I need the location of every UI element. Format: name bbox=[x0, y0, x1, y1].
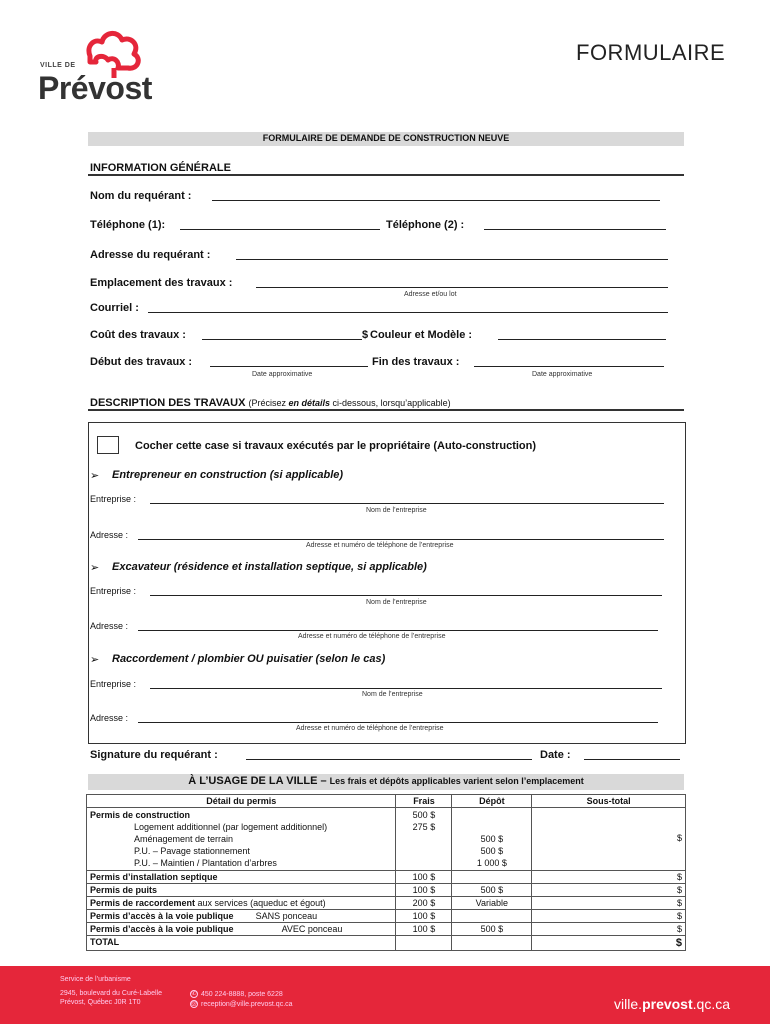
section2-title: Excavateur (résidence et installation septique, si applicable) bbox=[112, 561, 427, 573]
section1-adresse-label: Adresse : bbox=[90, 530, 129, 540]
construction-sous: $ bbox=[676, 833, 682, 843]
section3-adresse-label: Adresse : bbox=[90, 713, 129, 723]
email-icon: @ bbox=[191, 1001, 198, 1007]
section2-adresse-label: Adresse : bbox=[90, 621, 129, 631]
row-label: Permis d’accès à la voie publique bbox=[90, 911, 234, 921]
section2-entreprise-label: Entreprise : bbox=[90, 586, 137, 596]
section2-adr-hint: Adresse et numéro de téléphone de l’entreprise bbox=[298, 633, 446, 640]
table-row bbox=[87, 871, 686, 884]
section2-nom-hint: Nom de l’entreprise bbox=[366, 599, 427, 606]
section1-nom-hint: Nom de l’entreprise bbox=[366, 507, 427, 514]
row-frais: 100 $ bbox=[396, 884, 452, 897]
construction-item: P.U. – Pavage stationnement bbox=[134, 846, 250, 856]
table-row bbox=[87, 923, 686, 936]
signature-label: Signature du requérant : bbox=[90, 749, 218, 761]
section3-arrow-icon: ➢ bbox=[90, 654, 100, 666]
debut-label: Début des travaux : bbox=[90, 356, 193, 368]
site-part-b: prevost bbox=[642, 996, 693, 1012]
footer-addr1: 2945, boulevard du Curé-Labelle bbox=[60, 990, 162, 997]
row-sous: $ bbox=[532, 897, 686, 910]
usage-title: À L’USAGE DE LA VILLE – bbox=[188, 775, 327, 787]
row-sous: $ bbox=[532, 910, 686, 923]
fin-field[interactable] bbox=[474, 366, 664, 367]
footer-website-link[interactable] bbox=[614, 996, 730, 1012]
auto-construction-checkbox[interactable] bbox=[97, 436, 119, 454]
row-extra: SANS ponceau bbox=[255, 911, 318, 921]
construction-item: P.U. – Maintien / Plantation d’arbres bbox=[134, 858, 277, 868]
auto-construction-label: Cocher cette case si travaux exécutés par le propriétaire (Auto-construction) bbox=[135, 440, 537, 452]
row-frais: 100 $ bbox=[396, 923, 452, 936]
tel2-field[interactable] bbox=[484, 229, 666, 230]
page-title: FORMULAIRE bbox=[576, 40, 726, 65]
description-note-em: en détails bbox=[288, 398, 331, 408]
emplacement-label: Emplacement des travaux : bbox=[90, 277, 233, 289]
row-depot: Variable bbox=[452, 897, 532, 910]
row-depot bbox=[452, 910, 532, 923]
footer-addr2: Prévost, Québec J0R 1T0 bbox=[60, 999, 141, 1006]
nom-label: Nom du requérant : bbox=[90, 190, 192, 202]
row-sous: $ bbox=[532, 923, 686, 936]
logo-city-name: Prévost bbox=[38, 70, 152, 106]
signature-field[interactable] bbox=[246, 759, 532, 760]
total-value: $ bbox=[532, 936, 686, 951]
fin-hint: Date approximative bbox=[532, 371, 593, 378]
row-sous: $ bbox=[532, 884, 686, 897]
section1-title: Entrepreneur en construction (si applicable) bbox=[112, 469, 344, 481]
construction-frais: 500 $ bbox=[412, 810, 436, 820]
total-label: TOTAL bbox=[87, 936, 396, 951]
total-row bbox=[87, 936, 686, 951]
row-depot: 500 $ bbox=[452, 884, 532, 897]
row-extra: aux services (aqueduc et égout) bbox=[195, 898, 326, 908]
section1-entreprise-label: Entreprise : bbox=[90, 494, 137, 504]
emplacement-field[interactable] bbox=[256, 287, 668, 288]
footer bbox=[0, 966, 770, 1024]
description-heading-line bbox=[90, 397, 451, 409]
phone-icon: ✆ bbox=[191, 991, 197, 997]
row-extra: AVEC ponceau bbox=[281, 924, 343, 934]
section3-adr-hint: Adresse et numéro de téléphone de l’entreprise bbox=[296, 725, 444, 732]
row-label: Permis de raccordement bbox=[90, 898, 196, 908]
section3-title: Raccordement / plombier OU puisatier (selon le cas) bbox=[112, 653, 386, 665]
section1-adresse-field[interactable] bbox=[138, 539, 664, 540]
permits-header-row bbox=[87, 795, 686, 808]
header-detail: Détail du permis bbox=[87, 795, 396, 808]
debut-field[interactable] bbox=[210, 366, 368, 367]
section3-nom-hint: Nom de l’entreprise bbox=[362, 691, 423, 698]
section2-entreprise-field[interactable] bbox=[150, 595, 662, 596]
row-sous: $ bbox=[532, 871, 686, 884]
construction-depot: 500 $ bbox=[480, 846, 504, 856]
header-depot: Dépôt bbox=[452, 795, 532, 808]
table-row bbox=[87, 884, 686, 897]
section1-entreprise-field[interactable] bbox=[150, 503, 664, 504]
construction-depot: 1 000 $ bbox=[476, 858, 507, 868]
row-label: Permis de puits bbox=[87, 884, 396, 897]
cout-field[interactable] bbox=[202, 339, 362, 340]
section1-adr-hint: Adresse et numéro de téléphone de l’entreprise bbox=[306, 542, 454, 549]
header-frais: Frais bbox=[396, 795, 452, 808]
cout-dollar: $ bbox=[362, 329, 369, 341]
construction-item: Aménagement de terrain bbox=[134, 834, 234, 844]
tel2-label: Téléphone (2) : bbox=[386, 219, 465, 231]
site-part-a: ville. bbox=[614, 996, 643, 1012]
date-label: Date : bbox=[540, 749, 571, 761]
footer-phone: 450 224-8888, poste 6228 bbox=[201, 990, 283, 998]
section2-adresse-field[interactable] bbox=[138, 630, 658, 631]
row-frais: 100 $ bbox=[396, 910, 452, 923]
section1-arrow-icon: ➢ bbox=[90, 470, 100, 482]
description-note-pre: (Précisez bbox=[248, 398, 289, 408]
construction-label: Permis de construction bbox=[90, 810, 191, 820]
construction-depot: 500 $ bbox=[480, 834, 504, 844]
tel1-field[interactable] bbox=[180, 229, 380, 230]
construction-frais: 275 $ bbox=[412, 822, 436, 832]
row-label: Permis d’accès à la voie publique bbox=[90, 924, 234, 934]
form-title: FORMULAIRE DE DEMANDE DE CONSTRUCTION NEUVE bbox=[262, 133, 510, 143]
section3-entreprise-label: Entreprise : bbox=[90, 679, 137, 689]
construction-item: Logement additionnel (par logement additionnel) bbox=[134, 822, 328, 832]
row-frais: 100 $ bbox=[396, 871, 452, 884]
couleur-label: Couleur et Modèle : bbox=[370, 329, 473, 341]
footer-email[interactable]: reception@ville.prevost.qc.ca bbox=[201, 1000, 293, 1008]
fin-label: Fin des travaux : bbox=[372, 356, 460, 368]
date-field[interactable] bbox=[584, 759, 680, 760]
description-heading: DESCRIPTION DES TRAVAUX bbox=[90, 397, 246, 409]
description-note-post: ci-dessous, lorsqu’applicable) bbox=[330, 398, 451, 408]
site-part-c: .qc.ca bbox=[692, 996, 730, 1012]
section3-adresse-field[interactable] bbox=[138, 722, 658, 723]
courriel-field[interactable] bbox=[148, 312, 668, 313]
table-row bbox=[87, 808, 686, 871]
footer-service: Service de l’urbanisme bbox=[60, 976, 131, 983]
general-heading: INFORMATION GÉNÉRALE bbox=[90, 162, 231, 174]
couleur-field[interactable] bbox=[498, 339, 666, 340]
row-label: Permis d’installation septique bbox=[87, 871, 396, 884]
section3-entreprise-field[interactable] bbox=[150, 688, 662, 689]
row-depot: 500 $ bbox=[452, 923, 532, 936]
usage-note: Les frais et dépôts applicables varient selon l’emplacement bbox=[329, 776, 584, 786]
debut-hint: Date approximative bbox=[252, 371, 313, 378]
header-sous-total: Sous-total bbox=[532, 795, 686, 808]
courriel-label: Courriel : bbox=[90, 302, 139, 314]
permits-table bbox=[86, 794, 686, 951]
section2-arrow-icon: ➢ bbox=[90, 562, 100, 574]
row-depot bbox=[452, 871, 532, 884]
cout-label: Coût des travaux : bbox=[90, 329, 186, 341]
adresse-label: Adresse du requérant : bbox=[90, 249, 211, 261]
tel1-label: Téléphone (1): bbox=[90, 219, 166, 231]
logo-small-text: VILLE DE bbox=[40, 62, 76, 69]
emplacement-hint: Adresse et/ou lot bbox=[404, 291, 457, 298]
nom-field[interactable] bbox=[212, 200, 660, 201]
table-row bbox=[87, 897, 686, 910]
adresse-field[interactable] bbox=[236, 259, 668, 260]
row-frais: 200 $ bbox=[396, 897, 452, 910]
usage-heading bbox=[88, 775, 684, 787]
table-row bbox=[87, 910, 686, 923]
